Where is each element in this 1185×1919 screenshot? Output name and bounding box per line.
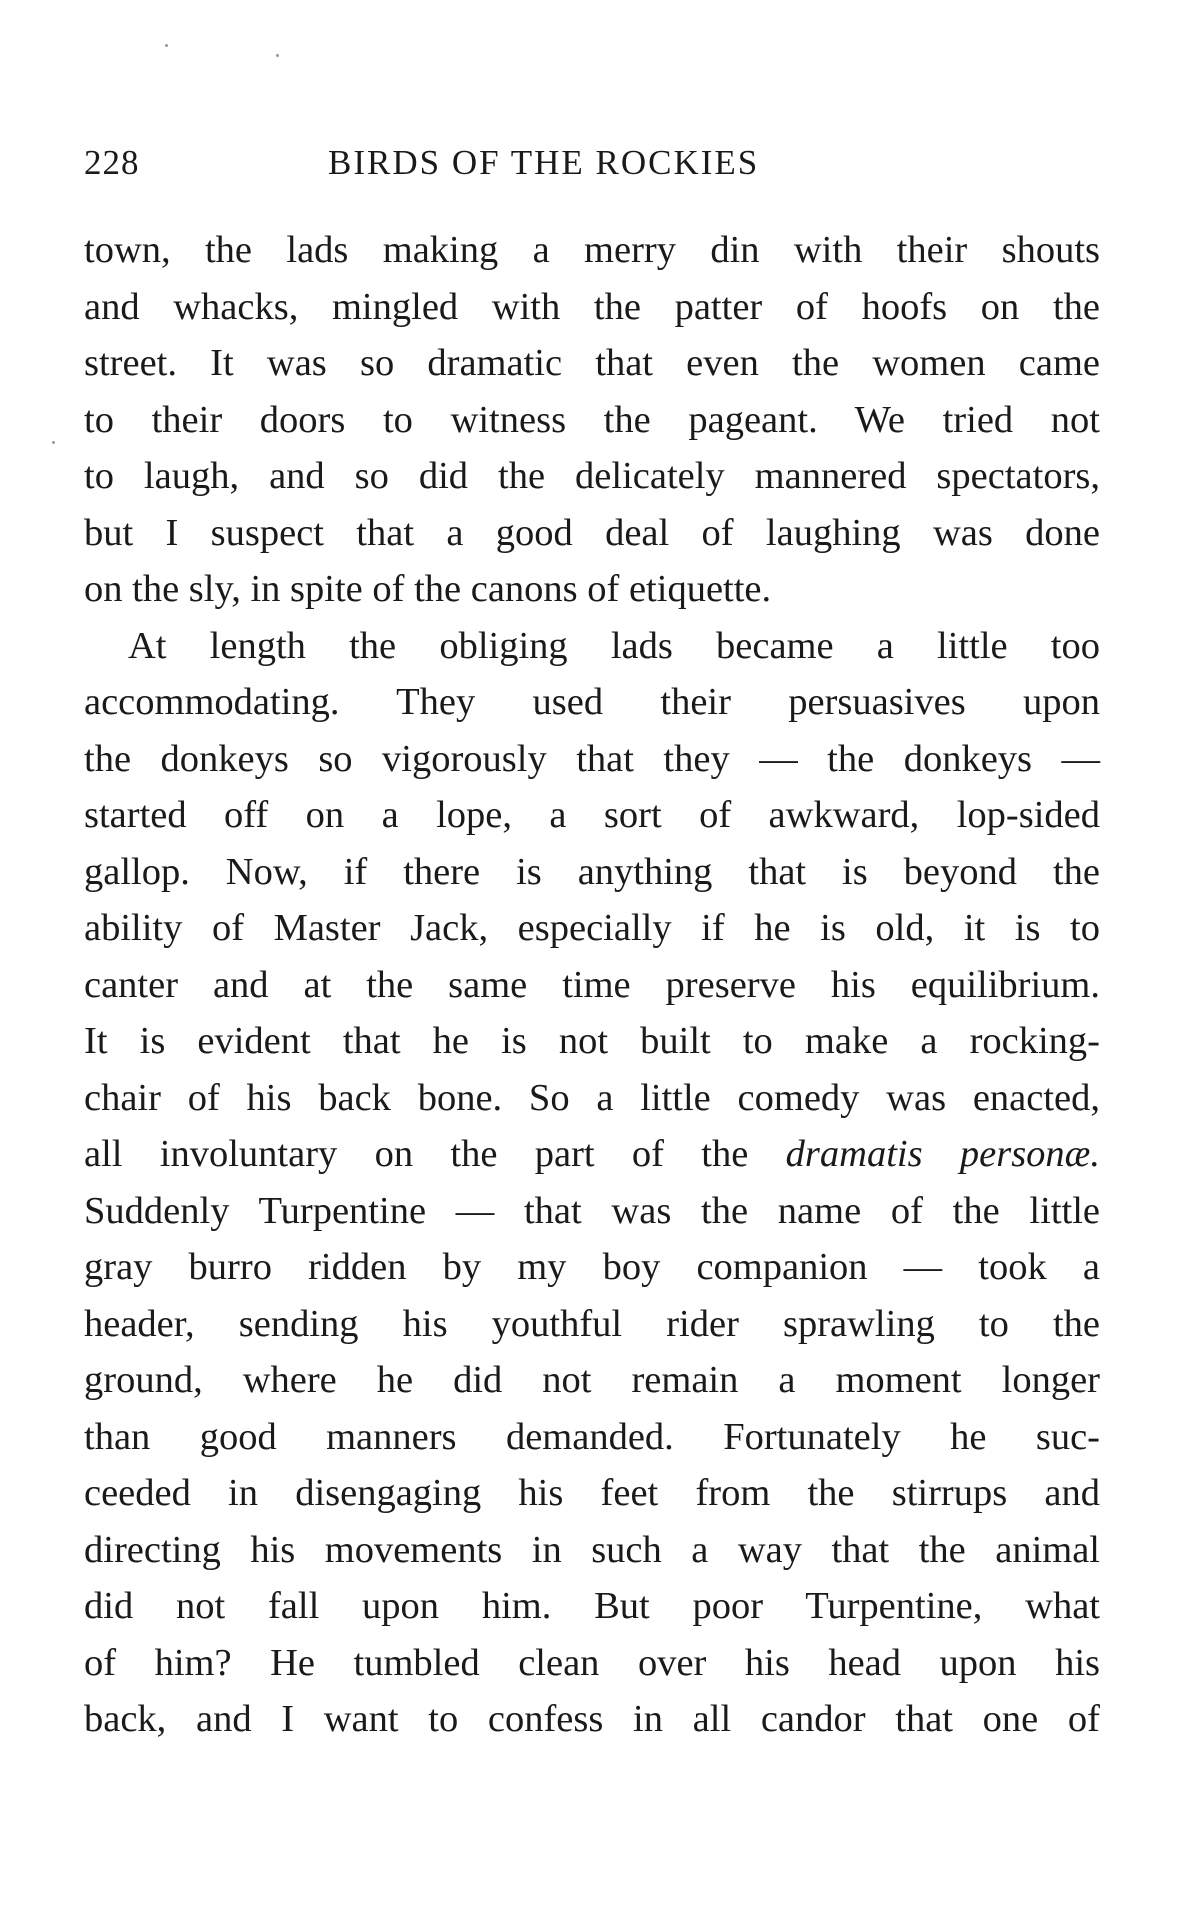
text-line bbox=[84, 1013, 1100, 1070]
text-line-content: to their doors to witness the pageant. We tried not bbox=[84, 398, 1100, 441]
text-line-content: gray burro ridden by my boy companion — took a bbox=[84, 1246, 1100, 1288]
text-line-content: ceeded in disengaging his feet from the stirrups and bbox=[84, 1472, 1100, 1514]
text-line-content: ability of Master Jack, especially if he is old, it is to bbox=[84, 907, 1100, 949]
text-line-content: than good manners demanded. Fortunately he suc- bbox=[84, 1415, 1100, 1458]
text-line bbox=[84, 1352, 1100, 1409]
text-line bbox=[84, 1522, 1100, 1579]
text-line-content: but I suspect that a good deal of laughing was done bbox=[84, 511, 1100, 554]
text-line bbox=[84, 618, 1100, 675]
text-line-content: of him? He tumbled clean over his head upon his bbox=[84, 1641, 1100, 1684]
text-line bbox=[84, 731, 1100, 788]
text-line-content: At length the obliging lads became a little too bbox=[128, 624, 1100, 667]
text-line-content: street. It was so dramatic that even the women came bbox=[84, 342, 1100, 384]
text-line-content: started off on a lope, a sort of awkward, lop-sided bbox=[84, 794, 1100, 836]
text-line-content: on the sly, in spite of the canons of etiquette. bbox=[84, 568, 772, 610]
text-line bbox=[84, 1239, 1100, 1296]
text-line-content: to laugh, and so did the delicately mannered spectators, bbox=[84, 455, 1100, 497]
text-line bbox=[84, 900, 1100, 957]
text-line-content: Suddenly Turpentine — that was the name of the little bbox=[84, 1189, 1100, 1232]
scan-speck bbox=[52, 441, 55, 444]
text-line bbox=[84, 1126, 1100, 1183]
text-line-content: and whacks, mingled with the patter of hoofs on the bbox=[84, 285, 1100, 328]
text-line-content: canter and at the same time preserve his equilibrium. bbox=[84, 963, 1100, 1006]
text-line bbox=[84, 335, 1100, 392]
text-line-content: header, sending his youthful rider sprawling to the bbox=[84, 1302, 1100, 1345]
page-number: 228 bbox=[84, 143, 140, 182]
text-line bbox=[84, 1183, 1100, 1240]
text-line-content: It is evident that he is not built to make a rocking- bbox=[84, 1020, 1100, 1062]
text-line-content: directing his movements in such a way that the animal bbox=[84, 1528, 1100, 1571]
italic-term: dramatis personæ. bbox=[785, 1133, 1100, 1175]
text-line-content: ground, where he did not remain a moment longer bbox=[84, 1359, 1100, 1401]
text-line bbox=[84, 787, 1100, 844]
running-header bbox=[84, 143, 1100, 193]
scan-speck bbox=[165, 44, 168, 47]
text-line bbox=[84, 674, 1100, 731]
text-line bbox=[84, 1409, 1100, 1466]
text-line bbox=[84, 1578, 1100, 1635]
body-text bbox=[84, 222, 1100, 1748]
text-line-content: town, the lads making a merry din with their shouts bbox=[84, 229, 1100, 271]
text-line bbox=[84, 1691, 1100, 1748]
text-line-content: accommodating. They used their persuasives upon bbox=[84, 681, 1100, 723]
text-line bbox=[84, 448, 1100, 505]
text-line bbox=[84, 844, 1100, 901]
text-line bbox=[84, 1635, 1100, 1692]
text-line-content: all involuntary on the part of the bbox=[84, 1133, 749, 1175]
scan-speck bbox=[276, 54, 279, 57]
text-line bbox=[84, 957, 1100, 1014]
text-line-content: did not fall upon him. But poor Turpentine, what bbox=[84, 1585, 1100, 1627]
running-title: BIRDS OF THE ROCKIES bbox=[328, 143, 760, 182]
text-line bbox=[84, 505, 1100, 562]
text-line bbox=[84, 279, 1100, 336]
text-line bbox=[84, 222, 1100, 279]
text-line-content: chair of his back bone. So a little comedy was enacted, bbox=[84, 1076, 1100, 1119]
text-line bbox=[84, 1465, 1100, 1522]
text-line bbox=[84, 1070, 1100, 1127]
text-line bbox=[84, 1296, 1100, 1353]
text-line bbox=[84, 392, 1100, 449]
text-line bbox=[84, 561, 1100, 618]
text-line-content: the donkeys so vigorously that they — the donkeys — bbox=[84, 737, 1100, 780]
text-line-content: back, and I want to confess in all candor that one of bbox=[84, 1698, 1100, 1740]
text-line-content: gallop. Now, if there is anything that is beyond the bbox=[84, 850, 1100, 893]
